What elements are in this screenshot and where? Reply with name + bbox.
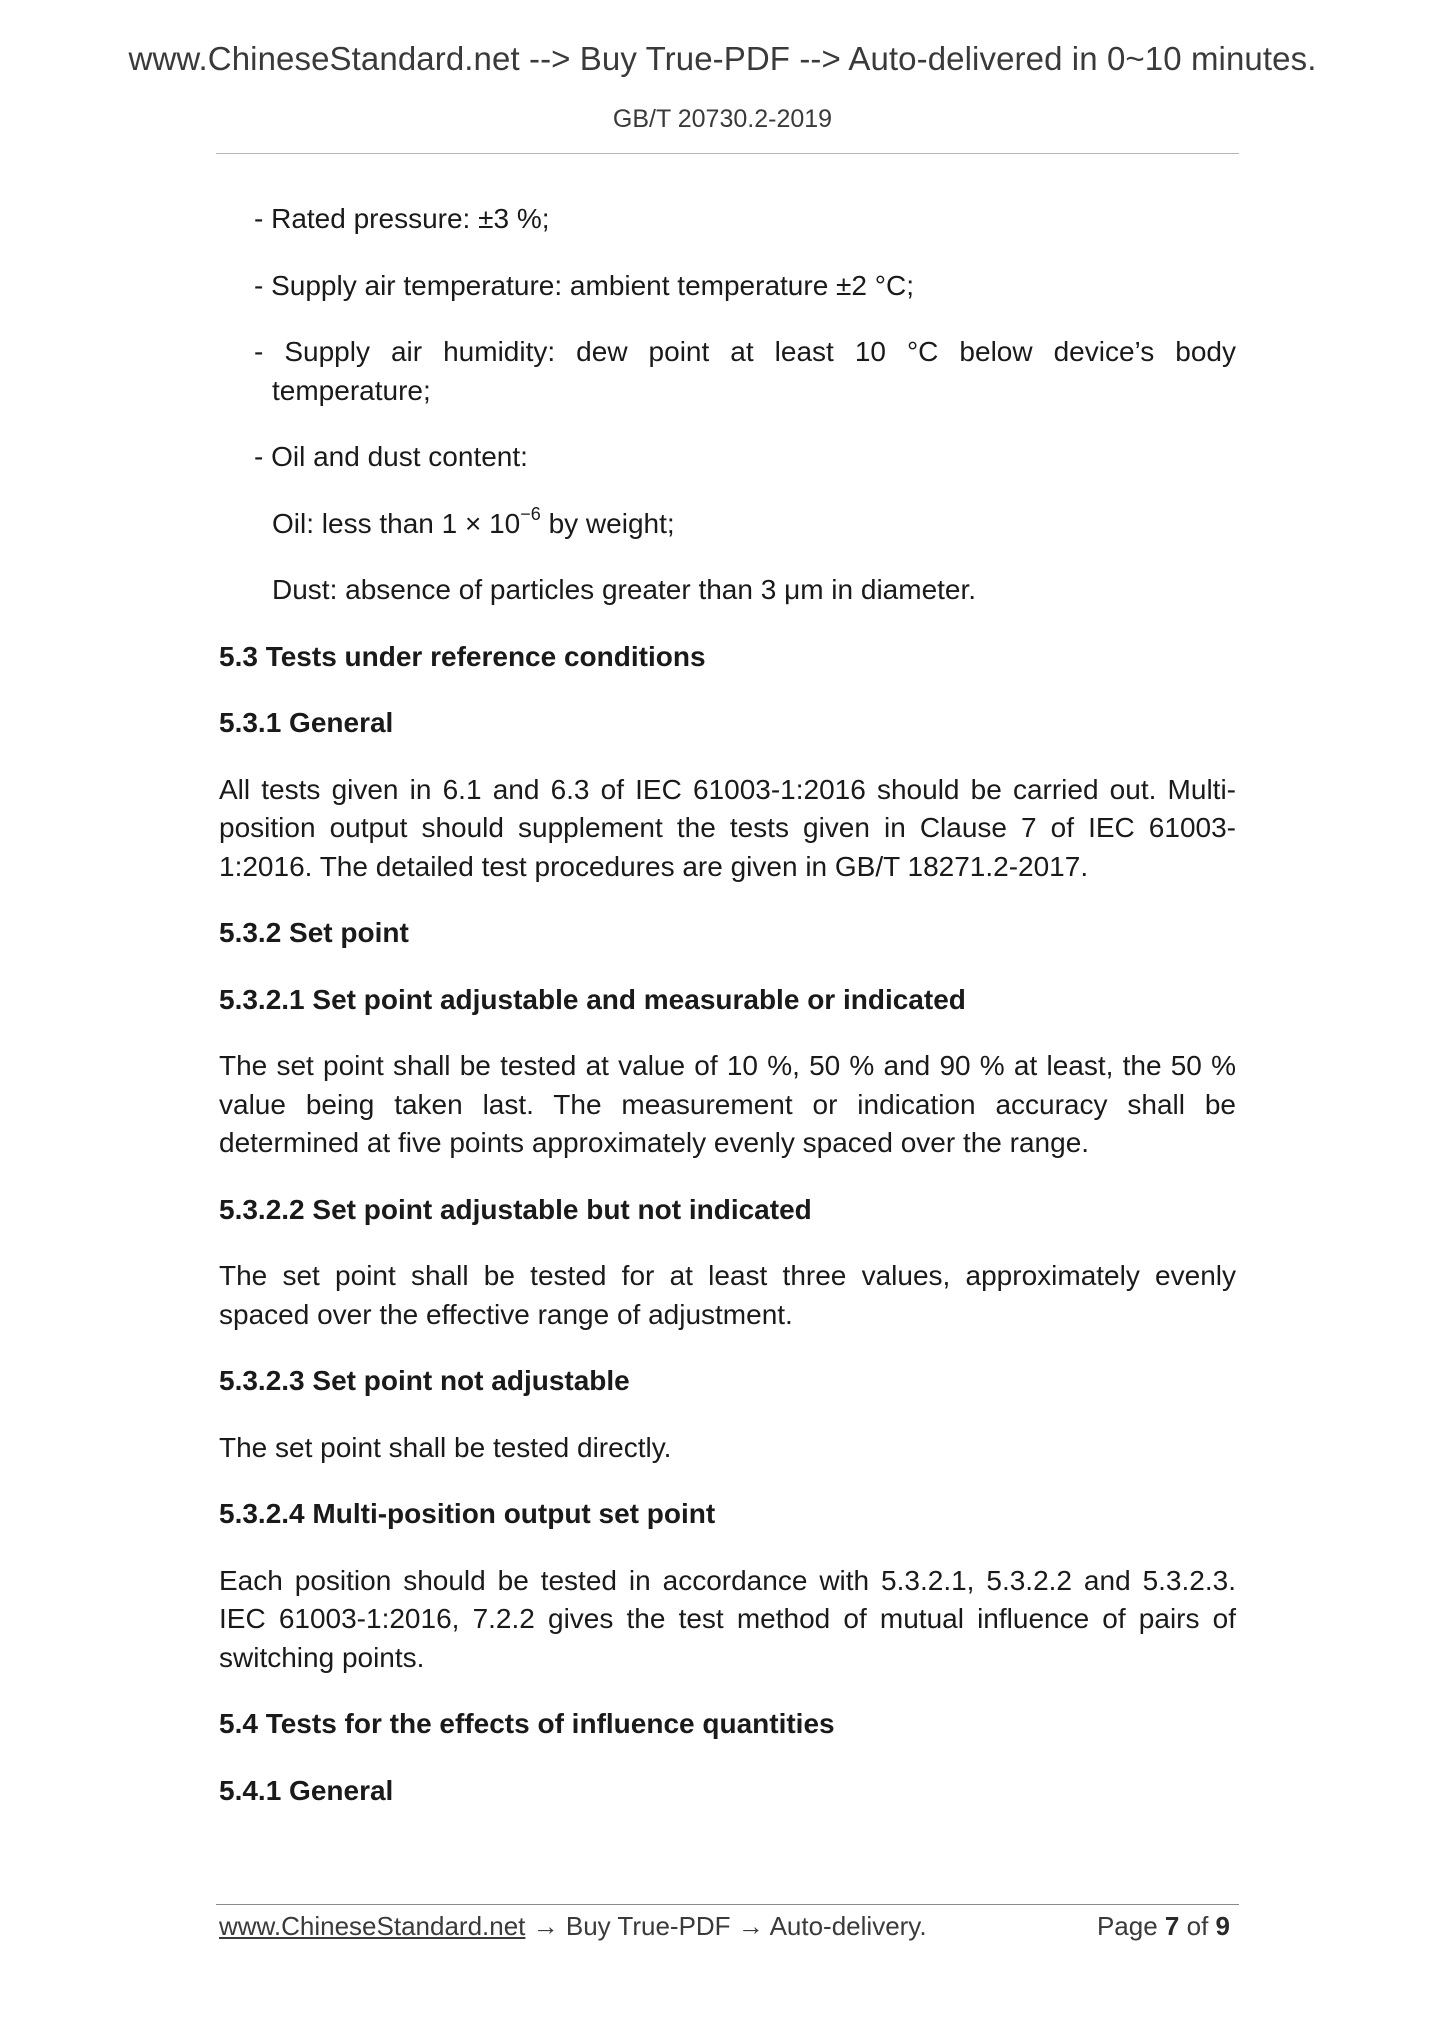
page-total: 9 <box>1215 1911 1230 1941</box>
footer-divider <box>216 1904 1239 1905</box>
heading-5-3-2-2: 5.3.2.2 Set point adjustable but not indicated <box>219 1193 812 1225</box>
paragraph-5-3-2-1: The set point shall be tested at value of 10 %, 50 % and 90 % at least, the 50 % value being taken last. The measurement or indication accuracy shall be determined at five points approximately evenly spaced over the range. <box>219 1050 1236 1158</box>
heading-5-4: 5.4 Tests for the effects of influence quantities <box>219 1708 835 1739</box>
oil-suffix: by weight; <box>540 507 675 539</box>
footer-website-link[interactable]: www.ChineseStandard.net <box>219 1911 526 1941</box>
oil-limit-line <box>219 505 1236 544</box>
paragraph-5-3-2-4: Each position should be tested in accordance with 5.3.2.1, 5.3.2.2 and 5.3.2.3. IEC 61003-1:2016, 7.2.2 gives the test method of mutual influence of pairs of switching points. <box>219 1564 1236 1673</box>
heading-5-3-2-4: 5.3.2.4 Multi-position output set point <box>219 1498 716 1529</box>
page-label: Page <box>1096 1911 1165 1941</box>
heading-5-3-2-1: 5.3.2.1 Set point adjustable and measurable or indicated <box>219 983 966 1015</box>
standard-code: GB/T 20730.2-2019 <box>612 105 833 133</box>
heading-5-4-1: 5.4.1 General <box>219 1774 394 1806</box>
dust-limit-line: Dust: absence of particles greater than 3 μm in diameter. <box>272 574 977 605</box>
bullet-rated-pressure: - Rated pressure: ±3 %; <box>254 203 550 234</box>
heading-5-3: 5.3 Tests under reference conditions <box>219 640 706 672</box>
heading-5-3-2-3: 5.3.2.3 Set point not adjustable <box>219 1365 630 1396</box>
bullet-oil-dust-content: - Oil and dust content: <box>254 441 528 472</box>
paragraph-5-3-2-3: The set point shall be tested directly. <box>219 1431 672 1463</box>
oil-prefix: Oil: less than 1 × 10 <box>272 507 521 539</box>
page-of: of <box>1179 1911 1216 1941</box>
paragraph-5-3-2-2: The set point shall be tested for at least three values, approximately evenly spaced over the effective range of adjustment. <box>219 1260 1236 1330</box>
footer-tagline: → Buy True-PDF → Auto-delivery. <box>525 1911 927 1941</box>
document-body <box>219 200 1236 1838</box>
paragraph-5-3-1: All tests given in 6.1 and 6.3 of IEC 61003-1:2016 should be carried out. Multi-position output should supplement the tests given in Clause 7 of IEC 61003-1:2016. The detailed test procedures are given in GB/T 18271.2-2017. <box>219 773 1236 882</box>
heading-5-3-2: 5.3.2 Set point <box>219 917 409 948</box>
heading-5-3-1: 5.3.1 General <box>219 707 394 738</box>
oil-exponent: −6 <box>520 504 541 525</box>
page-current: 7 <box>1164 1911 1180 1941</box>
bullet-supply-air-humidity: - Supply air humidity: dew point at least 10 °C below device’s body temperature; <box>254 336 1236 406</box>
top-banner: www.ChineseStandard.net --> Buy True-PDF --> Auto-delivered in 0~10 minutes. <box>128 40 1317 77</box>
page-number <box>1097 1908 1230 1944</box>
header-divider <box>216 153 1239 154</box>
page-footer <box>219 1908 1236 1944</box>
bullet-supply-air-temperature: - Supply air temperature: ambient temperature ±2 °C; <box>254 269 914 301</box>
